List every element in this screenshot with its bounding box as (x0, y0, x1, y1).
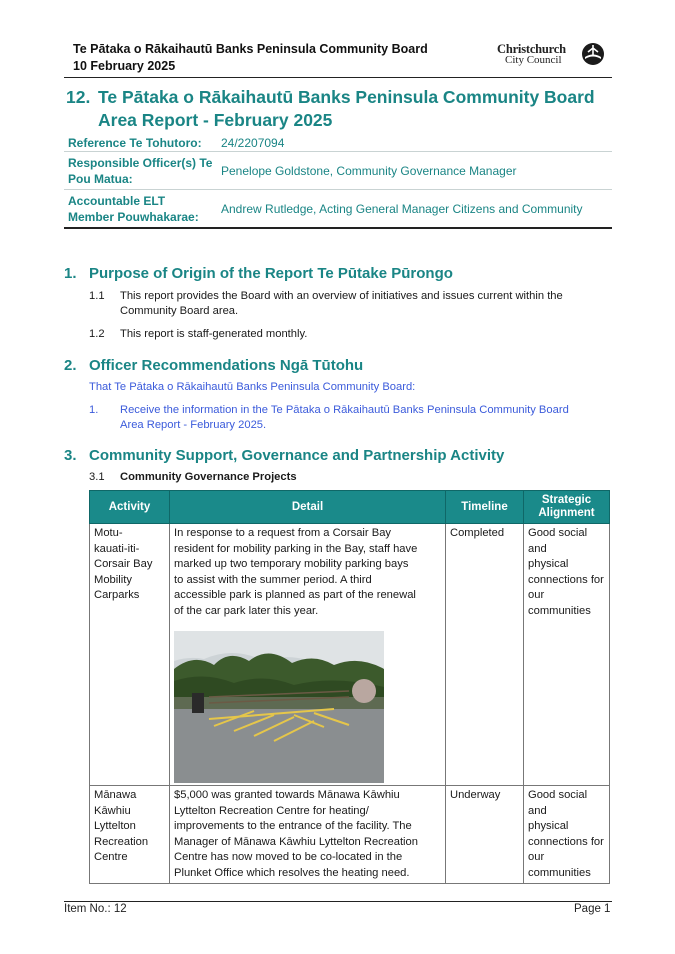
logo-line2: City Council (505, 54, 562, 66)
meta-officer-value: Penelope Goldstone, Community Governance Manager (221, 164, 517, 178)
cell-line: kauati-iti- (94, 542, 140, 555)
section2-number: 2. (64, 357, 77, 374)
cell-alignment (524, 786, 610, 884)
cell-line: Mobility (94, 573, 132, 586)
cell-detail (170, 786, 446, 884)
meta-bottom-rule (64, 227, 612, 229)
cell-line: communities (528, 866, 591, 879)
table-row (90, 786, 610, 884)
cell-timeline: Completed (446, 524, 524, 786)
cell-line: connections for our (528, 835, 604, 863)
cell-timeline: Underway (446, 786, 524, 884)
meta-elt-label-line2: Member Pouwhakarae: (68, 210, 199, 224)
section3-heading: Community Support, Governance and Partnership Activity (89, 447, 505, 464)
document-header (73, 41, 428, 75)
cell-line: Corsair Bay (94, 558, 153, 570)
meta-reference-label: Reference Te Tohutoro: (68, 136, 202, 150)
section1-heading: Purpose of Origin of the Report Te Pūtake Pūrongo (89, 265, 453, 282)
cell-line: physical (528, 558, 569, 570)
cell-line: Lyttelton Recreation Centre for heating/ (174, 804, 369, 817)
cell-line: $5,000 was granted towards Mānawa Kāwhiu (174, 789, 400, 801)
cell-line: Kāwhiu (94, 804, 131, 817)
recommendation-number: 1. (89, 404, 99, 416)
cell-line: marked up two temporary mobility parking bays (174, 558, 409, 570)
footer-divider (64, 901, 612, 902)
cell-line: Plunket Office which resolves the heating need. (174, 866, 410, 879)
logo-emblem-icon (581, 42, 605, 66)
cell-line: accessible park is planned as part of the renewal (174, 589, 416, 601)
recommendation-text (120, 403, 600, 433)
cell-activity (90, 524, 170, 786)
cell-line: Centre has now moved to be co-located in the (174, 851, 403, 863)
col-header-activity: Activity (90, 491, 170, 524)
table-row (90, 524, 610, 786)
carpark-photo-image (174, 631, 384, 783)
section3-number: 3. (64, 447, 77, 464)
col-header-alignment-line1: Strategic (541, 494, 592, 506)
header-date: 10 February 2025 (73, 59, 176, 73)
para-3-1-heading: Community Governance Projects (120, 471, 297, 483)
title-line1: Te Pātaka o Rākaihautū Banks Peninsula Community Board (98, 87, 595, 107)
para-1-2-text: This report is staff-generated monthly. (120, 328, 308, 340)
meta-elt-label-line1: Accountable ELT (68, 194, 166, 208)
cell-line: Good social and (528, 527, 588, 555)
para-1-1-line2: Community Board area. (120, 305, 239, 317)
para-1-1-text (120, 289, 600, 319)
meta-officer-label (68, 155, 212, 187)
cell-line: to assist with the summer period. A third (174, 573, 372, 586)
cell-line: Lyttelton (94, 820, 136, 832)
meta-officer-label-line1: Responsible Officer(s) Te (68, 156, 213, 170)
recommendation-intro: That Te Pātaka o Rākaihautū Banks Peninsula Community Board: (89, 381, 416, 393)
para-3-1-number: 3.1 (89, 471, 105, 483)
meta-divider (64, 151, 612, 152)
recommendation-line1: Receive the information in the Te Pātaka o Rākaihautū Banks Peninsula Community Board (120, 404, 569, 416)
col-header-alignment-line2: Alignment (538, 507, 595, 519)
title-number: 12. (66, 87, 91, 107)
recommendation-line2: Area Report - February 2025. (120, 419, 267, 431)
col-header-detail: Detail (170, 491, 446, 524)
projects-table (89, 490, 610, 884)
cell-line: of the car park later this year. (174, 604, 319, 617)
footer-item-number: Item No.: 12 (64, 903, 127, 915)
cell-activity (90, 786, 170, 884)
para-1-1-line1: This report provides the Board with an overview of initiatives and issues current within the (120, 290, 563, 302)
table-header-row (90, 491, 610, 524)
council-logo (497, 42, 605, 68)
cell-line: Good social and (528, 789, 588, 817)
logo-line1: Christchurch (497, 42, 566, 56)
cell-line: Carparks (94, 589, 140, 601)
cell-line: connections for our (528, 573, 604, 601)
col-header-timeline: Timeline (446, 491, 524, 524)
cell-line: physical (528, 820, 569, 832)
cell-line: communities (528, 604, 591, 617)
col-header-alignment (524, 491, 610, 524)
meta-divider (64, 189, 612, 190)
carpark-photo (174, 631, 384, 783)
cell-line: Recreation (94, 835, 149, 848)
header-divider (64, 77, 612, 78)
section2-heading: Officer Recommendations Ngā Tūtohu (89, 357, 364, 374)
header-board-name: Te Pātaka o Rākaihautū Banks Peninsula Community Board (73, 42, 428, 56)
para-1-2-number: 1.2 (89, 328, 105, 340)
para-1-1-number: 1.1 (89, 290, 105, 302)
meta-elt-value: Andrew Rutledge, Acting General Manager Citizens and Community (221, 202, 583, 216)
cell-line: improvements to the entrance of the facility. The (174, 820, 412, 832)
meta-officer-label-line2: Pou Matua: (68, 172, 133, 186)
cell-line: resident for mobility parking in the Bay, staff have (174, 542, 418, 555)
cell-line: In response to a request from a Corsair Bay (174, 527, 392, 539)
cell-alignment (524, 524, 610, 786)
cell-line: Centre (94, 851, 128, 863)
section1-number: 1. (64, 265, 77, 282)
cell-line: Motu- (94, 527, 123, 539)
cell-detail (170, 524, 446, 786)
meta-reference-value: 24/2207094 (221, 136, 285, 150)
footer-page-number: Page 1 (574, 903, 611, 915)
title-line2: Area Report - February 2025 (98, 110, 333, 130)
meta-elt-label (68, 193, 199, 225)
cell-line: Manager of Mānawa Kāwhiu Lyttelton Recreation (174, 835, 418, 848)
cell-line: Mānawa (94, 789, 137, 801)
